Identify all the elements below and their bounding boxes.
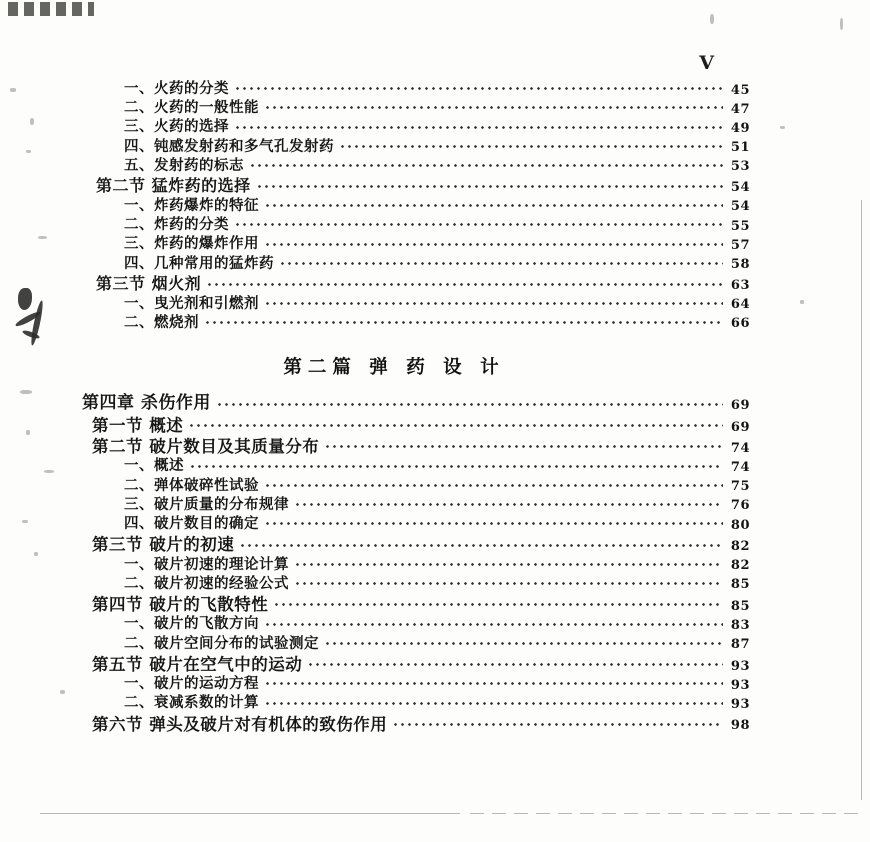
toc-entry[interactable] xyxy=(78,140,750,155)
toc-leader-dots xyxy=(234,122,723,132)
toc-entry-page: 66 xyxy=(730,316,750,332)
toc-entry[interactable] xyxy=(78,237,750,252)
table-of-contents xyxy=(78,82,750,737)
toc-entry[interactable] xyxy=(78,273,750,293)
toc-entry-page: 98 xyxy=(730,718,750,734)
toc-entry-page: 93 xyxy=(730,677,750,693)
toc-entry-label: 一、火药的分类 xyxy=(124,81,229,97)
toc-entry-page: 69 xyxy=(730,419,750,435)
toc-leader-dots xyxy=(189,461,723,471)
toc-entry-label: 四、钝感发射药和多气孔发射药 xyxy=(124,138,334,155)
toc-leader-dots xyxy=(279,258,723,268)
page-number: V xyxy=(699,52,715,74)
toc-entry[interactable] xyxy=(78,617,750,632)
toc-entry-page: 85 xyxy=(730,598,750,614)
toc-leader-dots xyxy=(188,420,723,430)
toc-entry-page: 87 xyxy=(730,637,750,653)
toc-entry-label: 第三节 破片的初速 xyxy=(92,535,235,555)
toc-leader-dots xyxy=(206,279,723,289)
toc-entry-page: 51 xyxy=(730,140,750,156)
toc-leader-dots xyxy=(264,298,723,308)
toc-leader-dots xyxy=(339,141,723,151)
toc-entry-page: 93 xyxy=(730,658,750,674)
toc-leader-dots xyxy=(216,399,723,409)
part-title: 第二篇 弹 药 设 计 xyxy=(283,357,505,378)
toc-leader-dots xyxy=(273,599,723,609)
toc-entry-page: 63 xyxy=(730,277,750,293)
toc-entry[interactable] xyxy=(78,536,750,553)
toc-entry-label: 二、炸药的分类 xyxy=(124,217,229,234)
toc-entry-page: 64 xyxy=(730,297,750,313)
toc-leader-dots xyxy=(264,678,723,688)
toc-entry[interactable] xyxy=(78,178,750,195)
toc-entry-page: 55 xyxy=(730,218,750,234)
toc-entry-label: 第二节 猛炸药的选择 xyxy=(96,176,251,196)
toc-entry[interactable] xyxy=(78,637,750,652)
toc-entry-label: 二、衰减系数的计算 xyxy=(124,695,259,712)
toc-leader-dots xyxy=(392,719,723,729)
toc-entry[interactable] xyxy=(78,316,750,331)
toc-entry-page: 57 xyxy=(730,237,750,253)
toc-entry-label: 一、破片的运动方程 xyxy=(124,676,259,693)
toc-leader-dots xyxy=(264,480,723,490)
toc-leader-dots xyxy=(239,540,723,550)
toc-entry-label: 二、燃烧剂 xyxy=(124,314,199,331)
toc-entry-label: 一、炸药爆炸的特征 xyxy=(124,197,259,214)
toc-leader-dots xyxy=(234,83,723,93)
toc-entry-label: 第三节 烟火剂 xyxy=(96,273,202,293)
toc-leader-dots xyxy=(234,219,723,229)
toc-entry-page: 82 xyxy=(730,558,750,574)
toc-leader-dots xyxy=(307,659,723,669)
toc-entry[interactable] xyxy=(78,558,750,573)
toc-entry-page: 76 xyxy=(730,498,750,514)
toc-leader-dots xyxy=(264,200,723,210)
toc-entry-label: 五、发射药的标志 xyxy=(124,157,244,174)
toc-entry[interactable] xyxy=(78,716,750,733)
toc-entry[interactable] xyxy=(78,120,750,135)
toc-entry[interactable] xyxy=(78,656,750,673)
toc-entry-label: 二、弹体破碎性试验 xyxy=(124,477,259,494)
toc-entry[interactable] xyxy=(78,696,750,711)
toc-entry-page: 93 xyxy=(730,696,750,712)
toc-leader-dots xyxy=(294,559,723,569)
toc-entry-page: 58 xyxy=(730,257,750,273)
toc-entry-page: 83 xyxy=(730,617,750,633)
toc-entry[interactable] xyxy=(78,82,750,97)
toc-entry[interactable] xyxy=(78,257,750,272)
toc-entry-page: 75 xyxy=(730,479,750,495)
toc-entry-label: 一、概述 xyxy=(124,458,184,475)
toc-entry-page: 74 xyxy=(730,460,750,476)
toc-entry-label: 第五节 破片在空气中的运动 xyxy=(92,654,303,674)
toc-entry-label: 四、几种常用的猛炸药 xyxy=(124,255,274,272)
toc-entry[interactable] xyxy=(78,159,750,174)
toc-leader-dots xyxy=(294,499,723,509)
toc-entry-page: 74 xyxy=(730,440,750,456)
toc-entry-page: 54 xyxy=(730,199,750,215)
toc-entry[interactable] xyxy=(78,395,750,413)
toc-entry-page: 82 xyxy=(730,539,750,555)
toc-entry[interactable] xyxy=(78,297,750,312)
toc-entry-label: 第二节 破片数目及其质量分布 xyxy=(92,437,320,457)
toc-entry[interactable] xyxy=(78,417,750,434)
toc-leader-dots xyxy=(324,638,723,648)
toc-entry-label: 二、破片初速的经验公式 xyxy=(124,575,289,592)
toc-leader-dots xyxy=(294,578,723,588)
toc-entry[interactable] xyxy=(78,438,750,455)
toc-entry[interactable] xyxy=(78,498,750,513)
toc-entry-label: 第六节 弹头及破片对有机体的致伤作用 xyxy=(92,714,388,734)
toc-entry-label: 四、破片数目的确定 xyxy=(124,516,259,533)
toc-leader-dots xyxy=(324,441,723,451)
toc-entry-label: 三、炸药的爆炸作用 xyxy=(124,236,259,253)
toc-entry[interactable] xyxy=(78,199,750,214)
toc-leader-dots xyxy=(264,239,723,249)
toc-entry[interactable] xyxy=(78,577,750,592)
toc-entry-label: 一、曳光剂和引燃剂 xyxy=(124,295,259,312)
toc-entry-page: 49 xyxy=(730,121,750,137)
toc-entry-label: 第四章 杀伤作用 xyxy=(82,393,211,413)
toc-entry[interactable] xyxy=(78,218,750,233)
toc-leader-dots xyxy=(249,160,723,170)
toc-entry[interactable] xyxy=(78,459,750,474)
toc-entry[interactable] xyxy=(78,677,750,692)
toc-entry-label: 一、破片初速的理论计算 xyxy=(124,556,289,573)
toc-entry-label: 一、破片的飞散方向 xyxy=(124,616,259,633)
toc-entry-page: 45 xyxy=(730,82,750,98)
toc-entry[interactable] xyxy=(78,517,750,532)
toc-entry-label: 三、破片质量的分布规律 xyxy=(124,496,289,513)
toc-leader-dots xyxy=(204,317,723,327)
toc-leader-dots xyxy=(264,102,723,112)
toc-entry-page: 69 xyxy=(730,398,750,414)
toc-entry[interactable] xyxy=(78,596,750,613)
toc-entry[interactable] xyxy=(78,479,750,494)
toc-leader-dots xyxy=(264,518,723,528)
toc-leader-dots xyxy=(264,619,723,629)
toc-entry-label: 三、火药的选择 xyxy=(124,119,229,136)
toc-entry-page: 53 xyxy=(730,159,750,175)
toc-leader-dots xyxy=(264,698,723,708)
toc-entry-label: 第一节 概述 xyxy=(92,415,184,435)
toc-entry-page: 47 xyxy=(730,101,750,117)
toc-entry-label: 二、火药的一般性能 xyxy=(124,100,259,117)
toc-entry-page: 80 xyxy=(730,517,750,533)
toc-entry-label: 第四节 破片的飞散特性 xyxy=(92,595,269,615)
toc-entry-page: 54 xyxy=(730,180,750,196)
toc-leader-dots xyxy=(256,181,723,191)
toc-entry[interactable] xyxy=(78,101,750,116)
toc-entry-page: 85 xyxy=(730,577,750,593)
toc-entry-label: 二、破片空间分布的试验测定 xyxy=(124,635,319,652)
